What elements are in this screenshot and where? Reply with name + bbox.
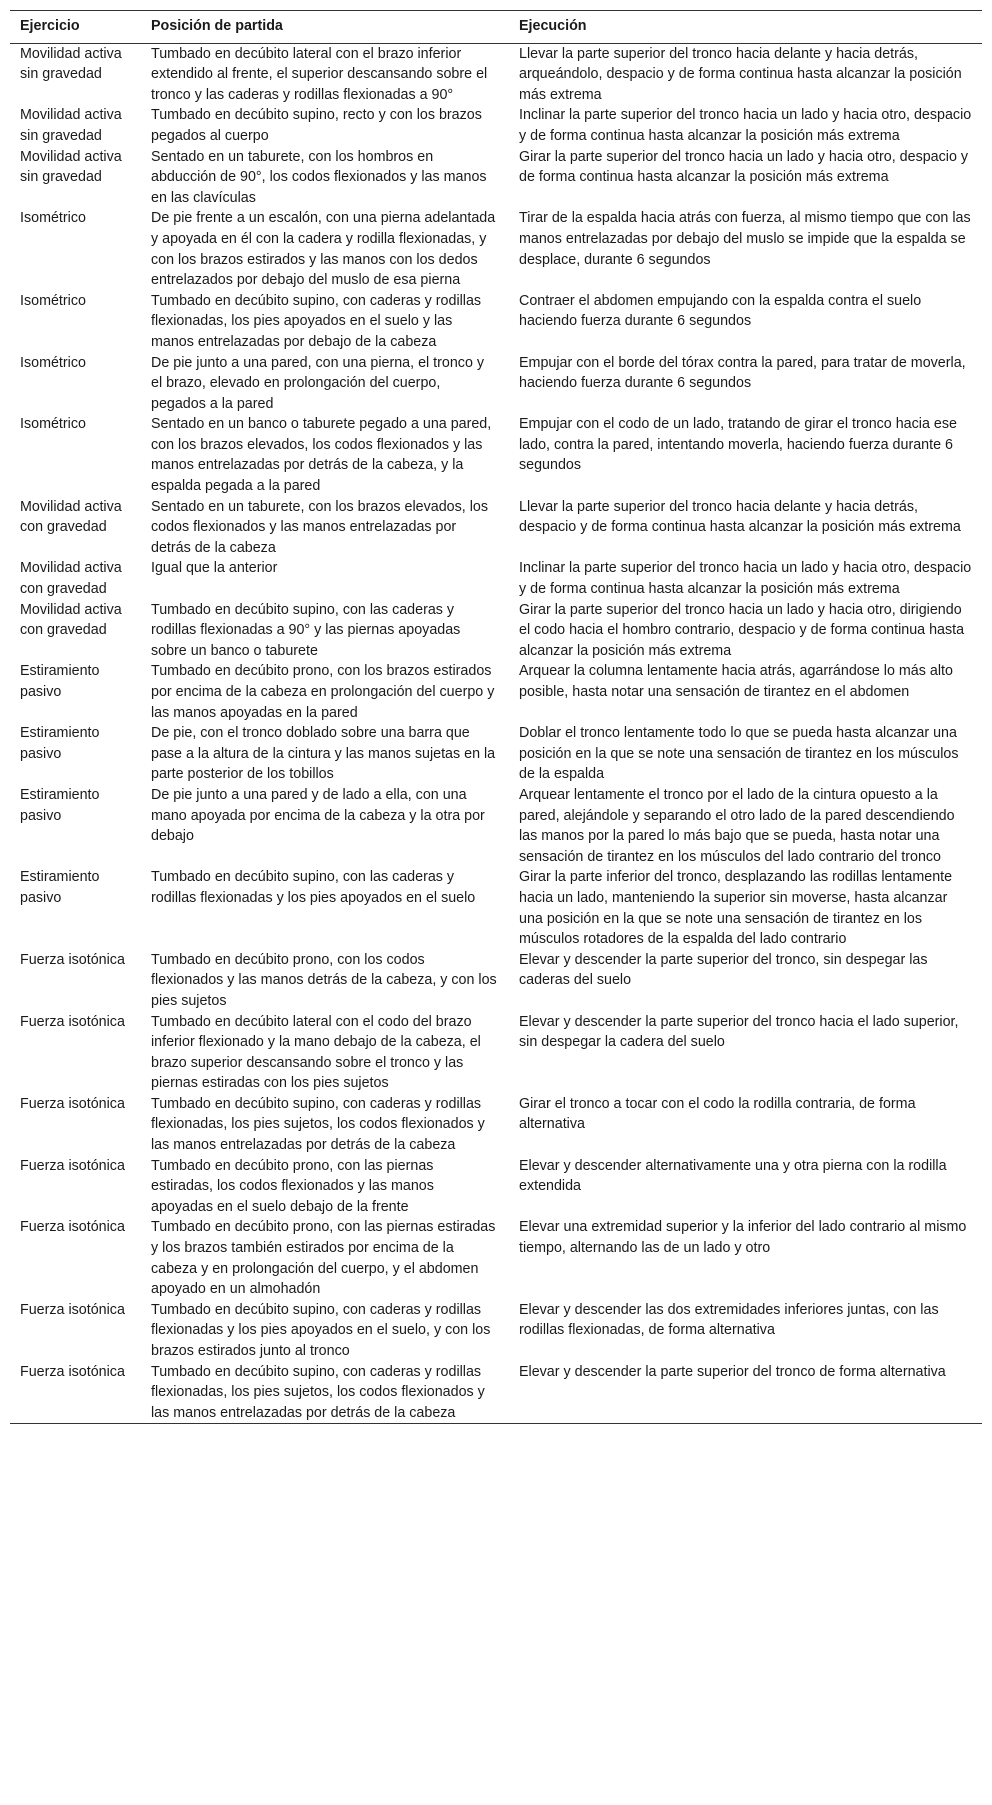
cell-ejecucion: Tirar de la espalda hacia atrás con fuerza, al mismo tiempo que con las manos entrelazadas por debajo del muslo se impide que la espalda se desplace, durante 6 segundos [519, 210, 971, 268]
cell-posicion: Tumbado en decúbito prono, con las piernas estiradas y los brazos también estirados por encima de la cabeza y en prolongación del cuerpo, y el abdomen apoyado en un almohadón [151, 1219, 496, 1298]
table-row [10, 558, 982, 599]
table-header [10, 11, 982, 44]
cell-posicion: Tumbado en decúbito prono, con las piernas estiradas, los codos flexionados y las manos apoyadas en el suelo debajo de la frente [151, 1157, 434, 1215]
cell-ejecucion: Inclinar la parte superior del tronco hacia un lado y hacia otro, despacio y de forma continua hasta alcanzar la posición más extrema [519, 560, 972, 598]
cell-ejercicio: Fuerza isotónica [20, 1301, 125, 1318]
cell-ejecucion: Girar el tronco a tocar con el codo la rodilla contraria, de forma alternativa [519, 1095, 916, 1133]
cell-ejercicio: Fuerza isotónica [20, 1157, 125, 1174]
cell-posicion: Sentado en un taburete, con los brazos elevados, los codos flexionados y las manos entrelazadas por detrás de la cabeza [151, 498, 488, 556]
cell-ejecucion: Elevar y descender la parte superior del tronco hacia el lado superior, sin despegar la cadera del suelo [519, 1013, 959, 1051]
cell-ejecucion: Elevar y descender la parte superior del tronco, sin despegar las caderas del suelo [519, 951, 928, 989]
cell-posicion: Tumbado en decúbito supino, con las caderas y rodillas flexionadas a 90° y las piernas apoyadas sobre un banco o taburete [151, 601, 461, 659]
table-row [10, 105, 982, 146]
table-row [10, 723, 982, 785]
cell-posicion: Tumbado en decúbito supino, con caderas y rodillas flexionadas y los pies apoyados en el suelo, y con los brazos estirados junto al tronco [151, 1301, 491, 1359]
cell-ejecucion: Elevar y descender las dos extremidades inferiores juntas, con las rodillas flexionadas, de forma alternativa [519, 1301, 939, 1339]
table-row [10, 147, 982, 209]
cell-ejecucion: Llevar la parte superior del tronco hacia delante y hacia detrás, despacio y de forma continua hasta alcanzar la posición más extrema [519, 498, 961, 536]
cell-posicion: De pie junto a una pared y de lado a ella, con una mano apoyada por encima de la cabeza y la otra por debajo [151, 786, 485, 845]
cell-posicion: Tumbado en decúbito prono, con los brazos estirados por encima de la cabeza en prolongación del cuerpo y las manos apoyadas en la pared [151, 663, 495, 721]
cell-ejercicio: Fuerza isotónica [20, 951, 125, 968]
cell-posicion: Tumbado en decúbito lateral con el brazo inferior extendido al frente, el superior descansando sobre el tronco y las caderas y rodillas flexionadas a 90° [151, 45, 488, 103]
cell-posicion: Igual que la anterior [151, 560, 278, 577]
cell-posicion: Sentado en un banco o taburete pegado a una pared, con los brazos elevados, los codos flexionados y las manos entrelazadas por detrás de la cabeza, y la espalda pegada a la pared [151, 416, 492, 495]
exercise-table [10, 10, 982, 1424]
cell-ejecucion: Empujar con el borde del tórax contra la pared, para tratar de moverla, haciendo fuerza durante 6 segundos [519, 354, 966, 392]
cell-ejecucion: Elevar una extremidad superior y la inferior del lado contrario al mismo tiempo, alternando las de un lado y otro [519, 1219, 967, 1257]
table-row [10, 1300, 982, 1362]
cell-ejercicio: Movilidad activa sin gravedad [20, 45, 122, 83]
cell-posicion: Tumbado en decúbito supino, con las caderas y rodillas flexionadas y los pies apoyados en el suelo [151, 869, 476, 906]
cell-ejecucion: Llevar la parte superior del tronco hacia delante y hacia detrás, arqueándolo, despacio y de forma continua hasta alcanzar la posición más extrema [519, 45, 962, 103]
header-row [10, 11, 982, 44]
table-row [10, 208, 982, 290]
table-row [10, 1012, 982, 1094]
table-row [10, 414, 982, 496]
table-body [10, 43, 982, 1424]
table-row [10, 497, 982, 559]
table-row [10, 1362, 982, 1424]
cell-ejercicio: Estiramiento pasivo [20, 869, 100, 906]
table-row [10, 353, 982, 415]
table-row [10, 1217, 982, 1299]
cell-posicion: Tumbado en decúbito prono, con los codos flexionados y las manos detrás de la cabeza, y con los pies sujetos [151, 951, 497, 1009]
table-row [10, 1156, 982, 1218]
cell-ejercicio: Isométrico [20, 292, 86, 309]
cell-ejercicio: Fuerza isotónica [20, 1219, 125, 1236]
cell-ejercicio: Fuerza isotónica [20, 1095, 125, 1112]
table-row [10, 43, 982, 105]
cell-ejercicio: Isométrico [20, 354, 86, 371]
cell-ejecucion: Girar la parte superior del tronco hacia un lado y hacia otro, despacio y de forma continua hasta alcanzar la posición más extrema [519, 148, 969, 186]
cell-ejercicio: Estiramiento pasivo [20, 663, 100, 700]
cell-ejercicio: Estiramiento pasivo [20, 725, 100, 762]
header-ejercicio: Ejercicio [20, 18, 80, 34]
cell-ejercicio: Movilidad activa con gravedad [20, 601, 122, 639]
cell-ejecucion: Arquear lentamente el tronco por el lado de la cintura opuesto a la pared, alejándole y separando el otro lado de la pared descendiendo las manos por la pared lo más bajo que se pueda, hasta notar una sensación de tirantez en los músculos del lado contrario del tronco [519, 786, 955, 865]
cell-posicion: De pie frente a un escalón, con una pierna adelantada y apoyada en él con la cadera y rodilla flexionadas, y con los brazos estirados y las manos con los dedos entrelazados por debajo del muslo de esa pierna [151, 210, 496, 289]
cell-ejecucion: Contraer el abdomen empujando con la espalda contra el suelo haciendo fuerza durante 6 segundos [519, 292, 922, 330]
cell-ejecucion: Empujar con el codo de un lado, tratando de girar el tronco hacia ese lado, contra la pared, intentando moverla, haciendo fuerza durante 6 segundos [519, 416, 957, 474]
table-row [10, 600, 982, 662]
cell-ejecucion: Elevar y descender alternativamente una y otra pierna con la rodilla extendida [519, 1157, 947, 1195]
cell-posicion: Tumbado en decúbito lateral con el codo del brazo inferior flexionado y la mano debajo de la cabeza, el brazo superior descansando sobre el tronco y las piernas estiradas con los pies sujetos [151, 1013, 481, 1092]
cell-ejercicio: Movilidad activa con gravedad [20, 498, 122, 536]
cell-posicion: Tumbado en decúbito supino, con caderas y rodillas flexionadas, los pies sujetos, los codos flexionados y las manos entrelazadas por detrás de la cabeza [151, 1363, 485, 1421]
table-row [10, 785, 982, 867]
cell-ejercicio: Estiramiento pasivo [20, 786, 100, 824]
cell-ejecucion: Girar la parte superior del tronco hacia un lado y hacia otro, dirigiendo el codo hacia el hombro contrario, despacio y de forma continua hasta alcanzar la posición más extrema [519, 601, 965, 659]
table-row [10, 950, 982, 1012]
cell-ejecucion: Elevar y descender la parte superior del tronco de forma alternativa [519, 1363, 946, 1380]
cell-ejercicio: Movilidad activa sin gravedad [20, 107, 122, 144]
cell-ejecucion: Doblar el tronco lentamente todo lo que se pueda hasta alcanzar una posición en la que se note una sensación de tirantez en los músculos de la espalda [519, 725, 959, 783]
cell-ejercicio: Movilidad activa con gravedad [20, 560, 122, 598]
cell-ejercicio: Fuerza isotónica [20, 1363, 125, 1380]
cell-posicion: De pie, con el tronco doblado sobre una barra que pase a la altura de la cintura y las manos sujetas en la parte posterior de los tobillos [151, 725, 496, 783]
cell-posicion: Tumbado en decúbito supino, con caderas y rodillas flexionadas, los pies apoyados en el suelo y las manos entrelazadas por debajo de la cabeza [151, 292, 482, 350]
table-row [10, 867, 982, 949]
cell-posicion: De pie junto a una pared, con una pierna, el tronco y el brazo, elevado en prolongación del cuerpo, pegados a la pared [151, 354, 485, 412]
cell-ejecucion: Girar la parte inferior del tronco, desplazando las rodillas lentamente hacia un lado, manteniendo la superior sin moverse, hasta alcanzar una posición en la que se note una sensación de tirantez en los músculos rotadores de la espalda del lado contrario [519, 869, 953, 948]
cell-ejercicio: Isométrico [20, 210, 86, 227]
cell-ejercicio: Fuerza isotónica [20, 1013, 125, 1030]
cell-ejercicio: Movilidad activa sin gravedad [20, 148, 122, 186]
cell-ejecucion: Arquear la columna lentamente hacia atrás, agarrándose lo más alto posible, hasta notar una sensación de tirantez en el abdomen [519, 663, 953, 700]
table-row [10, 1094, 982, 1156]
header-ejecucion: Ejecución [519, 18, 587, 34]
table-row [10, 661, 982, 723]
table-row [10, 291, 982, 353]
header-posicion: Posición de partida [151, 18, 283, 34]
cell-posicion: Tumbado en decúbito supino, con caderas y rodillas flexionadas, los pies sujetos, los codos flexionados y las manos entrelazadas por detrás de la cabeza [151, 1095, 485, 1154]
cell-ejecucion: Inclinar la parte superior del tronco hacia un lado y hacia otro, despacio y de forma continua hasta alcanzar la posición más extrema [519, 107, 972, 144]
cell-posicion: Tumbado en decúbito supino, recto y con los brazos pegados al cuerpo [151, 107, 482, 144]
cell-posicion: Sentado en un taburete, con los hombros en abducción de 90°, los codos flexionados y las manos en las clavículas [151, 148, 487, 206]
cell-ejercicio: Isométrico [20, 416, 86, 433]
